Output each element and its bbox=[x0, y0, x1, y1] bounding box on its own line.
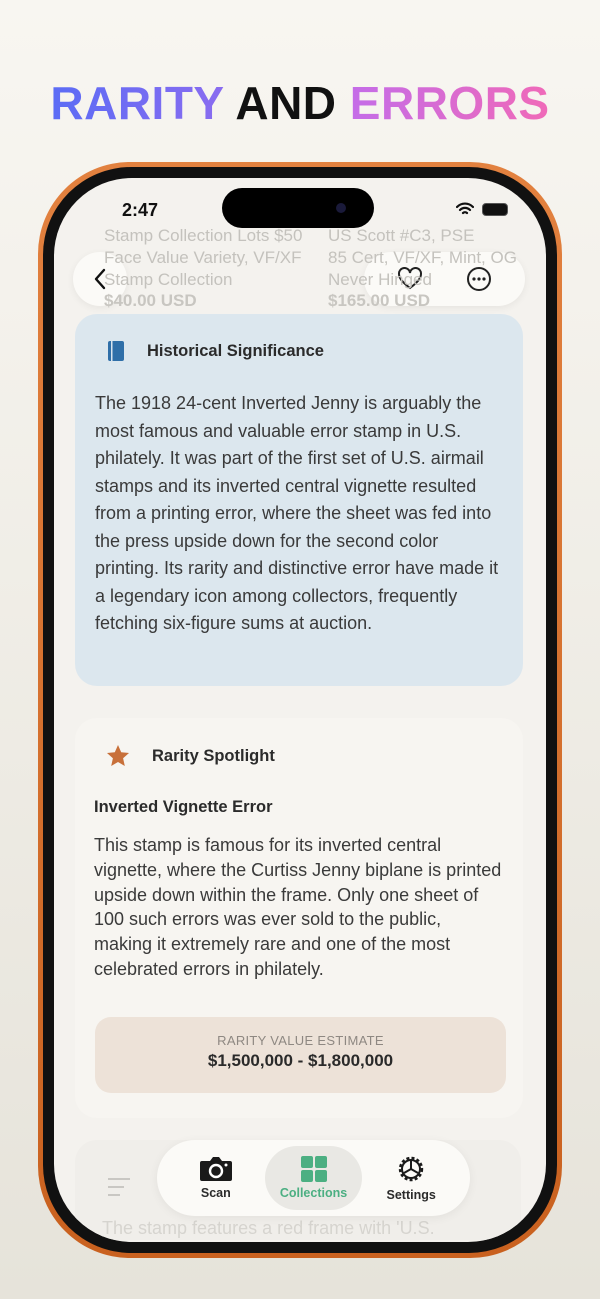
book-icon bbox=[107, 340, 125, 362]
rarity-spotlight-card bbox=[75, 718, 523, 1118]
historical-significance-card bbox=[75, 314, 523, 686]
bg-listing-price: $165.00 USD bbox=[328, 291, 431, 310]
list-icon bbox=[108, 1178, 130, 1202]
bg-listing-2 bbox=[328, 225, 543, 291]
bg-listing-line: 85 Cert, VF/XF, Mint, OG bbox=[328, 248, 517, 267]
bg-listing-1 bbox=[104, 225, 319, 291]
tab-label: Settings bbox=[386, 1188, 436, 1202]
wifi-icon bbox=[456, 202, 474, 216]
estimate-label: RARITY VALUE ESTIMATE bbox=[217, 1033, 384, 1048]
tab-scan[interactable] bbox=[167, 1146, 265, 1210]
status-icons bbox=[456, 202, 508, 216]
headline bbox=[0, 76, 600, 130]
bg-listing-line: Never Hinged bbox=[328, 270, 432, 289]
grid-icon bbox=[301, 1156, 327, 1182]
battery-icon bbox=[482, 203, 508, 216]
faded-description: The stamp features a red frame with 'U.S. bbox=[102, 1218, 435, 1238]
rarity-body: This stamp is famous for its inverted central vignette, where the Curtiss Jenny biplane is printed upside down within the frame. Only one sheet of 100 such errors was ever sold to the public, making it extremely rare and one of the most celebrated errors in philately. bbox=[94, 835, 502, 979]
rarity-subtitle: Inverted Vignette Error bbox=[94, 798, 273, 816]
status-time: 2:47 bbox=[122, 200, 159, 220]
tab-settings[interactable] bbox=[362, 1146, 460, 1210]
card-title: Historical Significance bbox=[147, 341, 324, 360]
rarity-estimate-box bbox=[95, 1017, 506, 1093]
headline-word-and: AND bbox=[235, 77, 337, 129]
gear-icon bbox=[396, 1154, 426, 1184]
phone-bezel bbox=[43, 167, 557, 1253]
tab-bar bbox=[157, 1140, 470, 1216]
bg-listing-line: Stamp Collection bbox=[104, 270, 233, 289]
dynamic-island bbox=[222, 188, 374, 228]
historical-body: The 1918 24-cent Inverted Jenny is arguably the most famous and valuable error stamp in U.S. philately. It was part of the first set of U.S. airmail stamps and its inverted central vignette resulted from a printing error, where the sheet was fed into the press upside down for the second color printing. Its rarity and distinctive error have made it a legendary icon among collectors, frequently fetching six-figure sums at auction. bbox=[95, 393, 499, 633]
tab-collections[interactable] bbox=[265, 1146, 363, 1210]
headline-word-errors: ERRORS bbox=[349, 77, 550, 129]
headline-word-rarity: RARITY bbox=[50, 77, 224, 129]
tab-label: Scan bbox=[200, 1186, 231, 1200]
bg-listing-line: Stamp Collection Lots $50 bbox=[104, 226, 303, 245]
bg-listing-line: Face Value Variety, VF/XF bbox=[104, 248, 302, 267]
bg-listing-price: $40.00 USD bbox=[104, 291, 197, 310]
phone-frame bbox=[38, 162, 562, 1258]
camera-icon bbox=[199, 1156, 233, 1182]
phone-screen bbox=[54, 178, 546, 1242]
star-icon bbox=[106, 744, 130, 768]
estimate-value: $1,500,000 - $1,800,000 bbox=[207, 1051, 394, 1070]
bg-listing-line: US Scott #C3, PSE bbox=[328, 226, 475, 245]
card-title: Rarity Spotlight bbox=[152, 746, 275, 765]
tab-label: Collections bbox=[279, 1186, 348, 1200]
